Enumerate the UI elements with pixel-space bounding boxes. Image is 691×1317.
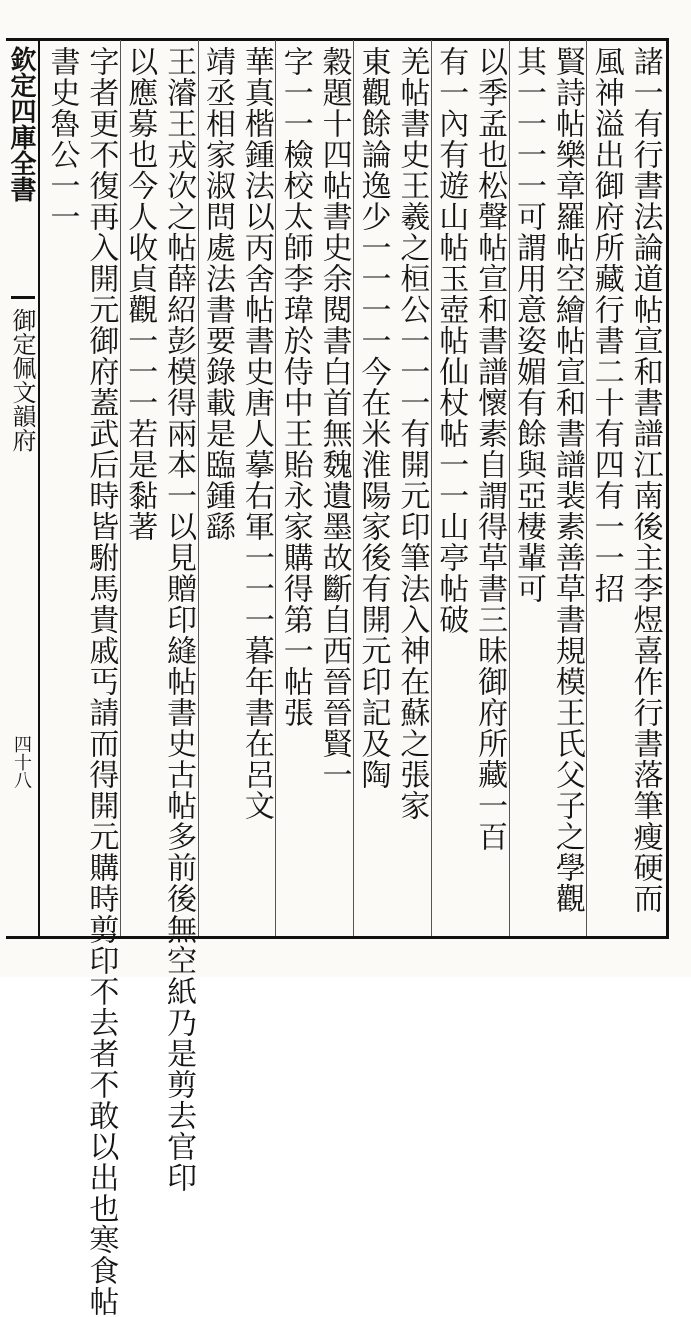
text-column: 風神溢出御府所藏行書二十有四有一一招: [588, 46, 624, 604]
book-title: 欽定四庫全書: [6, 46, 36, 202]
text-column: 以季孟也松聲帖宣和書譜懷素自謂得草書三昧御府所藏一百: [472, 46, 508, 852]
text-column: 東觀餘論逸少一一一一今在米淮陽家後有開元印記及陶: [355, 46, 391, 790]
text-column: 其一一一一可謂用意姿媚有餘與亞棲輩可: [510, 46, 546, 604]
volume-title: 御定佩文韻府: [8, 308, 36, 452]
text-column: 羌帖書史王羲之桓公一一一有開元印筆法入神在蘇之張家: [394, 46, 430, 821]
text-column: 賢詩帖樂章羅帖空繪帖宣和書譜裴素善草書規模王氏父子之學觀: [549, 46, 585, 914]
text-column: 書史魯公一一: [44, 46, 80, 232]
text-column: 以應募也今人收貞觀一一一若是黏著: [122, 46, 158, 542]
text-column: 有一內有遊山帖玉壺帖仙杖帖一一山亭帖破: [433, 46, 469, 635]
text-column: 穀題十四帖書史余閱書白首無魏遺墨故斷自西晉晉賢一: [316, 46, 352, 790]
text-column: 諸一有行書法論道帖宣和書譜江南後主李煜喜作行書落筆瘦硬而: [627, 46, 663, 914]
page-number: 四十八: [11, 735, 32, 789]
text-column: 靖丞相家淑問處法書要錄載是臨鍾繇: [199, 46, 235, 542]
text-column: 字者更不復再入開元御府蓋武后時皆駙馬貴戚丐請而得開元購時剪印不去者不敢以出也寒食帖: [83, 46, 119, 1317]
text-column: 字一一檢校太師李瑋於侍中王貽永家購得第一帖張: [277, 46, 313, 728]
text-column: 華真楷鍾法以丙舍帖書史唐人摹右軍一一一暮年書在呂文: [238, 46, 274, 821]
text-column: 王濬王戎次之帖薛紹彭模得兩本一以見贈印縫帖書史古帖多前後無空紙乃是剪去官印: [161, 46, 197, 1193]
